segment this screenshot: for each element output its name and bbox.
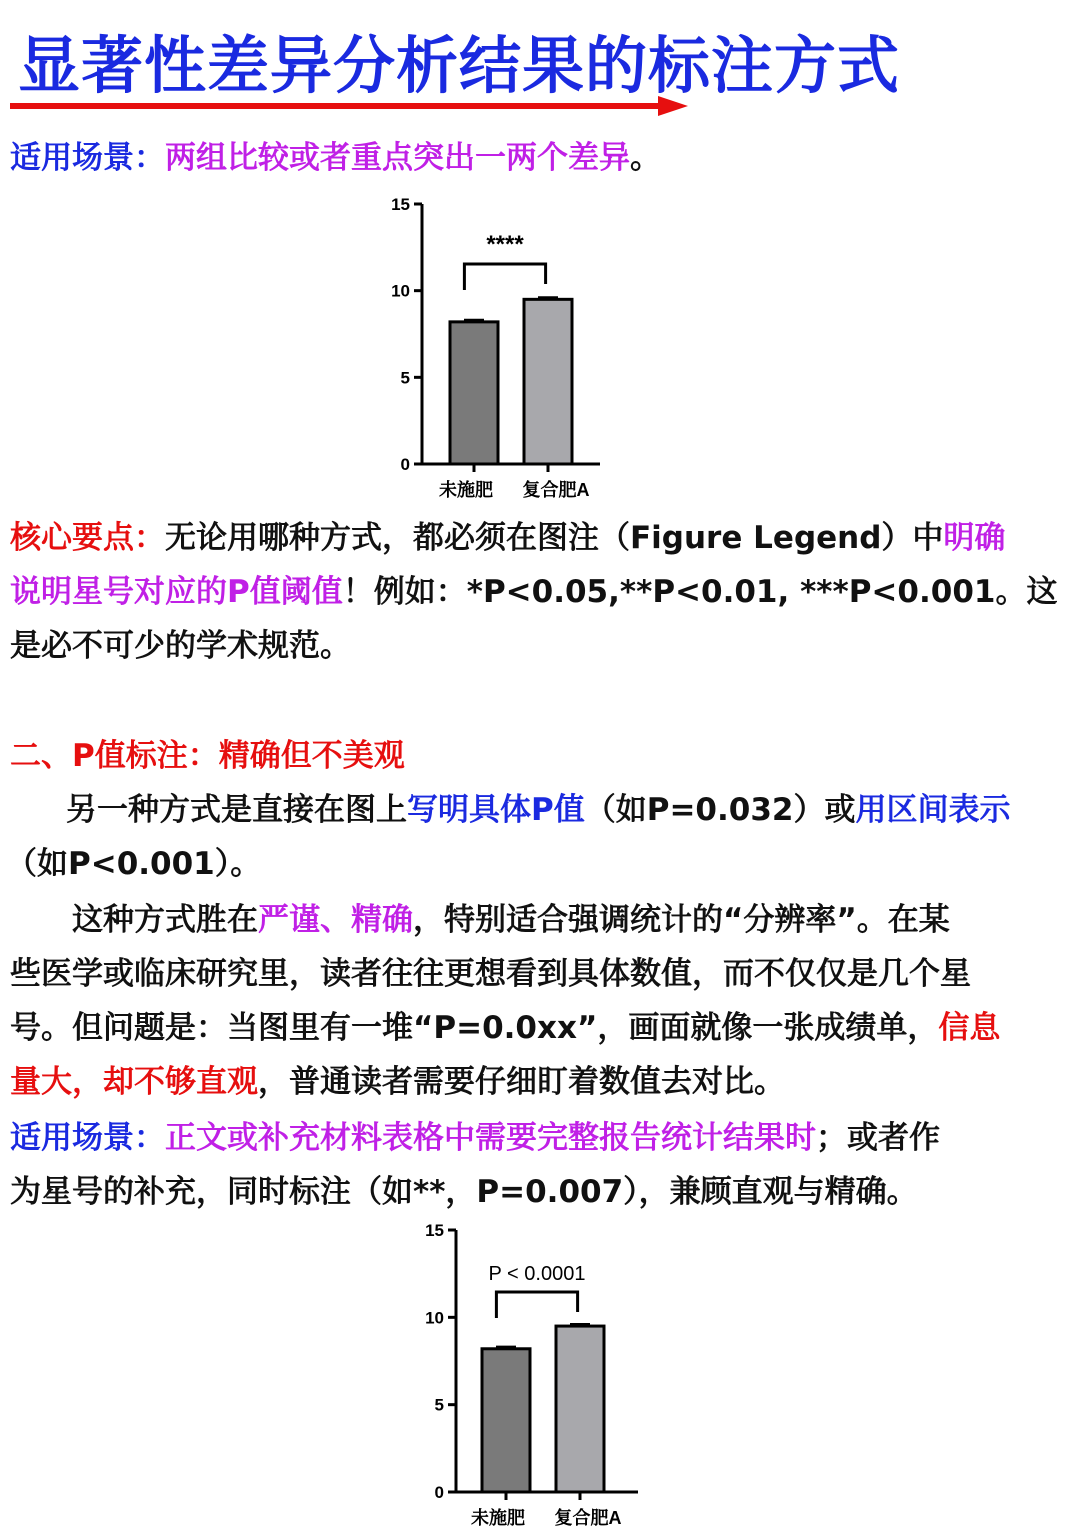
bar-1 xyxy=(482,1349,530,1492)
y-tick-label: 15 xyxy=(425,1221,444,1240)
p2-d: 些医学或临床研究里，读者往往更想看到具体数值，而不仅仅是几个星 xyxy=(10,956,971,992)
significance-label: P < 0.0001 xyxy=(488,1263,586,1285)
p1-a: 另一种方式是直接在图上 xyxy=(66,792,407,828)
scene2-label: 适用场景： xyxy=(10,1120,165,1156)
bar-chart-pvalue xyxy=(400,1214,660,1528)
category-label-2: 复合肥A xyxy=(554,1508,622,1528)
p2-f: 信息 xyxy=(938,1010,1001,1046)
scene2-text: 正文或补充材料表格中需要完整报告统计结果时 xyxy=(165,1120,816,1156)
y-tick-label: 0 xyxy=(434,1483,444,1502)
keypoint-label: 核心要点： xyxy=(10,520,165,556)
scene-label: 适用场景： xyxy=(10,140,165,176)
y-tick-label: 5 xyxy=(400,368,410,388)
p2-b: 严谨、精确 xyxy=(258,902,413,938)
p2-a: 这种方式胜在 xyxy=(72,902,258,938)
p1-b: 写明具体P值 xyxy=(407,792,585,828)
significance-label: **** xyxy=(486,231,524,258)
keypoint-highlight-1: 明确 xyxy=(943,520,1006,556)
category-label-1: 未施肥 xyxy=(439,480,493,500)
y-tick-label: 15 xyxy=(391,195,410,214)
section2-scene-line-2 xyxy=(10,1172,1074,1212)
category-label-2: 复合肥A xyxy=(522,480,590,500)
keypoint-line-1 xyxy=(10,518,1074,558)
title-underline-arrow-icon xyxy=(10,94,690,118)
significance-bracket xyxy=(464,264,545,290)
keypoint-line-3 xyxy=(10,626,1074,666)
page-title: 显著性差异分析结果的标注方式 xyxy=(18,29,901,102)
section2-p2-line-3 xyxy=(10,1008,1074,1048)
scene-line-1 xyxy=(10,138,1074,178)
p2-h: ，普通读者需要仔细盯着数值去对比。 xyxy=(258,1064,785,1100)
keypoint-line-2 xyxy=(10,572,1074,612)
section2-scene-line-1 xyxy=(10,1118,1074,1158)
scene2-tail: ；或者作 xyxy=(816,1120,940,1156)
p2-g: 量大，却不够直观 xyxy=(10,1064,258,1100)
section2-p1-line-1 xyxy=(66,790,1074,830)
scene-text: 两组比较或者重点突出一两个差异 xyxy=(165,140,630,176)
section2-p2-line-1 xyxy=(72,900,1074,940)
keypoint-highlight-2: 说明星号对应的P值阈值 xyxy=(10,574,343,610)
p2-e: 号。但问题是：当图里有一堆“P=0.0xx”，画面就像一张成绩单， xyxy=(10,1010,939,1046)
y-tick-label: 0 xyxy=(400,455,410,474)
keypoint-text-3: 是必不可少的学术规范。 xyxy=(10,628,351,664)
bar-chart-asterisk xyxy=(370,188,620,508)
scene2-line2: 为星号的补充，同时标注（如**，P=0.007），兼顾直观与精确。 xyxy=(10,1174,918,1210)
bar-2 xyxy=(524,299,572,464)
y-tick-label: 5 xyxy=(434,1395,444,1415)
category-label-1: 未施肥 xyxy=(471,1508,525,1528)
significance-bracket xyxy=(496,1292,577,1318)
section2-p2-line-4 xyxy=(10,1062,1074,1102)
scene-end: 。 xyxy=(630,140,661,176)
bar-1 xyxy=(450,322,498,464)
bar-2 xyxy=(556,1326,604,1492)
keypoint-text-2: ！例如：*P<0.05,**P<0.01, ***P<0.001。这 xyxy=(342,574,1058,610)
section2-heading: 二、P值标注：精确但不美观 xyxy=(10,738,405,774)
section2-p2-line-2 xyxy=(10,954,1074,994)
p2-c: ，特别适合强调统计的“分辨率”。在某 xyxy=(413,902,950,938)
y-tick-label: 10 xyxy=(425,1308,444,1328)
y-tick-label: 10 xyxy=(391,281,410,301)
p1-e: （如P<0.001）。 xyxy=(6,846,262,882)
keypoint-text-1: 无论用哪种方式，都必须在图注（Figure Legend）中 xyxy=(165,520,944,556)
p1-d: 用区间表示 xyxy=(855,792,1011,828)
p1-c: （如P=0.032）或 xyxy=(584,792,856,828)
section2-p1-line-2 xyxy=(6,844,1074,884)
